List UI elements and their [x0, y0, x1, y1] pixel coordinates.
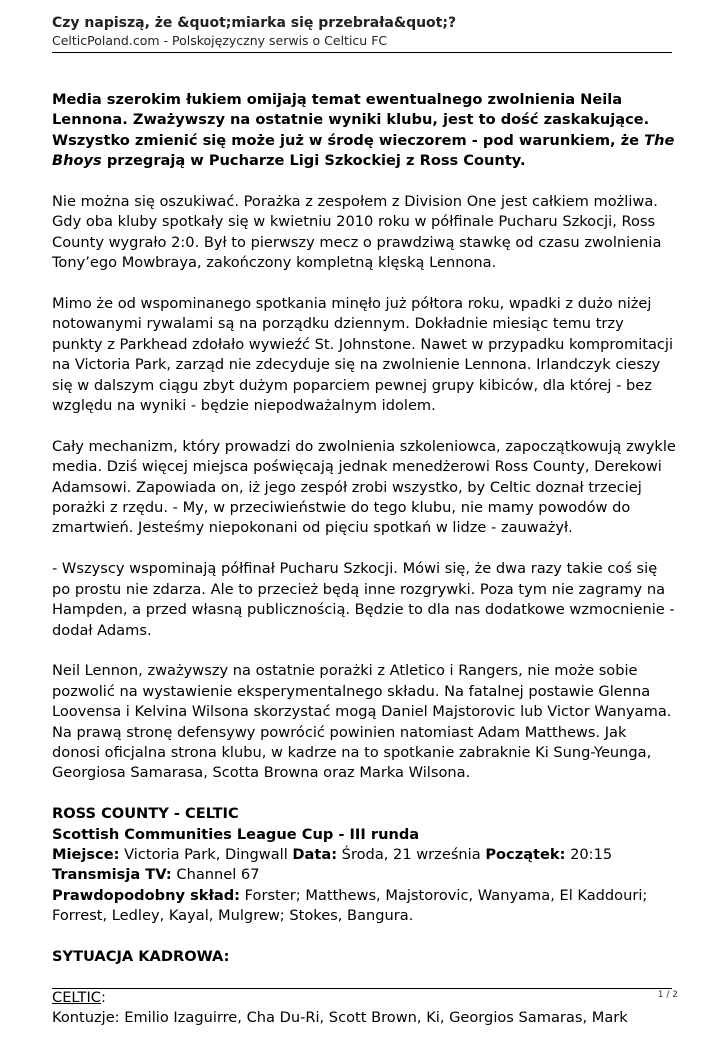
lineup-label: Prawdopodobny skład:	[52, 886, 241, 904]
squad-heading: SYTUACJA KADROWA:	[52, 947, 230, 965]
page-number: 1 / 2	[657, 990, 678, 1000]
paragraph-1: Nie można się oszukiwać. Porażka z zespołem z Division One jest całkiem możliwa. Gdy oba kluby spotkały się w kwietniu 2010 roku w półfinale Pucharu Szkocji, Ross County wygrało 2:0. Był to pierwszy mecz o prawdziwą stawkę od czasu zwolnienia Tony’ego Mowbraya, zakończony kompletną klęską Lennona.	[52, 193, 662, 272]
lead-text-2: przegrają w Pucharze Ligi Szkockiej z Ross County.	[101, 152, 526, 170]
match-info	[52, 804, 677, 926]
venue-value: Victoria Park, Dingwall	[119, 845, 293, 863]
paragraph-2: Mimo że od wspominanego spotkania minęło już półtora roku, wpadki z dużo niżej notowanymi rywalami są na porządku dziennym. Dokładnie miesiąc temu trzy punkty z Parkhead zdołało wywieźć St. Johnstone. Nawet w przypadku kompromitacji na Victoria Park, zarząd nie zdecyduje się na zwolnienie Lennona. Irlandczyk cieszy się w dalszym ciągu zbyt dużym poparciem pewnej grupy kibiców, dla której - bez względu na wyniki - będzie niepodważalnym idolem.	[52, 295, 674, 415]
paragraph-5: Neil Lennon, zważywszy na ostatnie porażki z Atletico i Rangers, nie może sobie pozwolić na wystawienie eksperymentalnego składu. Na fatalnej postawie Glenna Loovensa i Kelvina Wilsona skorzystać mogą Daniel Majstorovic lub Victor Wanyama. Na prawą stronę defensywy powrócić powinien natomiast Adam Matthews. Jak donosi oficjalna strona klubu, w kadrze na to spotkanie zabraknie Ki Sung-Yeunga, Georgiosa Samarasa, Scotta Browna oraz Marka Wilsona.	[52, 662, 672, 782]
date-value: Środa, 21 września	[337, 845, 486, 863]
start-label: Początek:	[485, 845, 566, 863]
paragraph-4: - Wszyscy wspominają półfinał Pucharu Szkocji. Mówi się, że dwa razy takie coś się po prostu nie zdarza. Ale to przecież będą inne rozgrywki. Poza tym nie zagramy na Hampden, a przed własną publicznością. Będzie to dla nas dodatkowe wzmocnienie - dodał Adams.	[52, 560, 675, 639]
footer-divider	[52, 988, 672, 989]
lead-text-1: Media szerokim łukiem omijają temat ewentualnego zwolnienia Neila Lennona. Zważywszy na ostatnie wyniki klubu, jest to dość zaskakujące. Wszystko zmienić się może już w środę wieczorem - pod warunkiem, że	[52, 91, 650, 149]
start-value: 20:15	[565, 845, 613, 863]
header-divider	[52, 52, 672, 53]
squad-info	[52, 988, 677, 1029]
match-teams: ROSS COUNTY - CELTIC	[52, 805, 239, 823]
squad-injuries: Kontuzje: Emilio Izaguirre, Cha Du-Ri, Scott Brown, Ki, Georgios Samaras, Mark	[52, 1009, 628, 1027]
squad-team-colon: :	[100, 988, 106, 1006]
venue-label: Miejsce:	[52, 845, 120, 863]
header-subtitle: CelticPoland.com - Polskojęzyczny serwis o Celticu FC	[52, 33, 388, 48]
article-lead	[52, 90, 677, 172]
squad-team-link[interactable]: CELTIC	[52, 988, 101, 1006]
match-competition: Scottish Communities League Cup - III runda	[52, 825, 420, 843]
article-body	[52, 90, 677, 1049]
date-label: Data:	[292, 845, 338, 863]
tv-label: Transmisja TV:	[52, 866, 172, 884]
tv-value: Channel 67	[171, 866, 260, 884]
paragraph-3: Cały mechanizm, który prowadzi do zwolnienia szkoleniowca, zapoczątkowują zwykle media. Dziś więcej miejsca poświęcają jednak menedżerowi Ross County, Derekowi Adamsowi. Zapowiada on, iż jego zespół zrobi wszystko, by Celtic doznał trzeciej porażki z rzędu. - My, w przeciwieństwie do tego klubu, nie mamy powodów do zmartwień. Jesteśmy niepokonani od pięciu spotkań w lidze - zauważył.	[52, 437, 676, 537]
lineup-value: Forster; Matthews, Majstorovic, Wanyama, El Kaddouri; Forrest, Ledley, Kayal, Mulgrew; Stokes, Bangura.	[52, 886, 648, 925]
page-header	[52, 14, 672, 49]
lead-italic: The Bhoys	[52, 131, 675, 170]
header-title: Czy napiszą, że &quot;miarka się przebrała&quot;?	[52, 15, 457, 31]
